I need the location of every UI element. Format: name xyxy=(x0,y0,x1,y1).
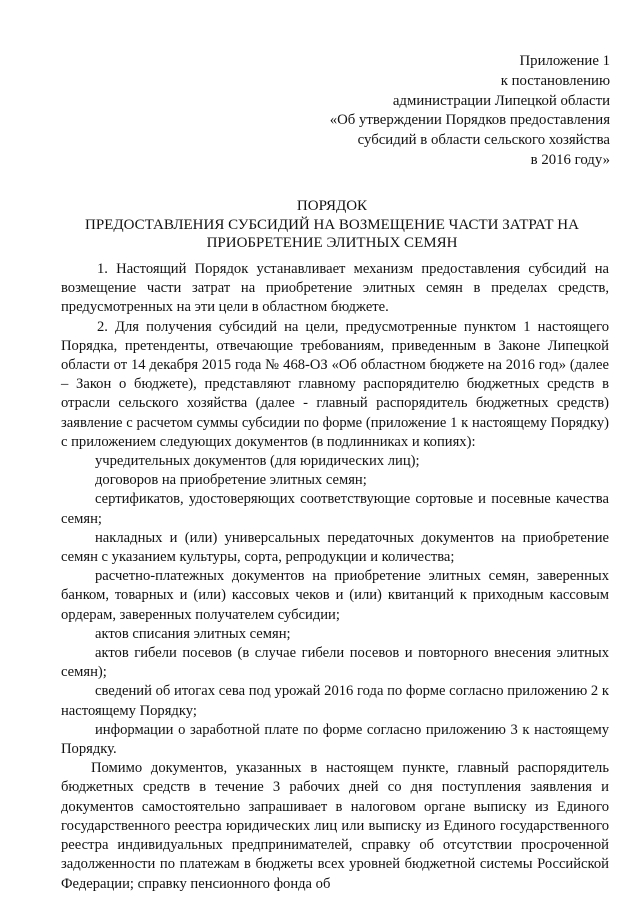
list-item: сертификатов, удостоверяющих соответствующие сортовые и посевные качества семян; xyxy=(61,491,609,527)
appendix-line: субсидий в области сельского хозяйства xyxy=(357,132,610,149)
document-body xyxy=(61,260,609,894)
appendix-line: Приложение 1 xyxy=(519,53,610,69)
paragraph: 1. Настоящий Порядок устанавливает механизм предоставления субсидий на возмещение части затрат на приобретение элитных семян в пределах средств, предусмотренных на эти цели в областном бюджете. xyxy=(61,261,609,316)
list-item: расчетно-платежных документов на приобретение элитных семян, заверенных банком, товарных и (или) кассовых чеков и (или) квитанций к приходным кассовым ордерам, заверенных получателем субсидии; xyxy=(61,568,609,623)
title-heading: ПОРЯДОК xyxy=(296,198,368,214)
list-item: накладных и (или) универсальных передаточных документов на приобретение семян с указанием культуры, сорта, репродукции и количества; xyxy=(61,529,609,566)
title-line: ПРИОБРЕТЕНИЕ ЭЛИТНЫХ СЕМЯН xyxy=(206,235,458,251)
list-item: сведений об итогах сева под урожай 2016 года по форме согласно приложению 2 к настоящему Порядку; xyxy=(61,683,609,719)
list-item: договоров на приобретение элитных семян; xyxy=(95,472,367,489)
appendix-line: в 2016 году» xyxy=(530,151,610,168)
paragraph: 2. Для получения субсидий на цели, предусмотренные пунктом 1 настоящего Порядка, претенденты, отвечающие требованиям, приведенным в Законе Липецкой области от 14 декабря 2015 года № 468-ОЗ «Об областном бюджете на 2016 год» (далее – Закон о бюджете), представляют главному распорядителю бюджетных средств в отрасли сельского хозяйства (далее - главный распорядитель бюджетных средств) заявление с расчетом суммы субсидии по форме (приложение 1 к настоящему Порядку) с приложением следующих документов (в подлинниках и копиях): xyxy=(61,318,609,450)
list-item: информации о заработной плате по форме согласно приложению 3 к настоящему Порядку. xyxy=(61,721,609,758)
appendix-line: администрации Липецкой области xyxy=(392,92,610,109)
list-item: актов списания элитных семян; xyxy=(95,625,291,642)
appendix-header xyxy=(280,52,610,171)
paragraph: Помимо документов, указанных в настоящем пункте, главный распорядитель бюджетных средств в течение 3 рабочих дней со дня поступления заявления и документов самостоятельно запрашивает в налоговом органе выписку из Единого государственного реестра юридических лиц или выписку из Единого государственного реестра индивидуальных предпринимателей, справку об отсутствии просроченной задолженности по платежам в бюджеты всех уровней бюджетной системы Российской Федерации; справку пенсионного фонда об xyxy=(61,760,609,892)
title-line: ПРЕДОСТАВЛЕНИЯ СУБСИДИЙ НА ВОЗМЕЩЕНИЕ ЧАСТИ ЗАТРАТ НА xyxy=(85,216,579,233)
document-title xyxy=(60,197,604,253)
appendix-line: к постановлению xyxy=(500,72,610,89)
list-item: актов гибели посевов (в случае гибели посевов и повторного внесения элитных семян); xyxy=(61,645,609,681)
appendix-line: «Об утверждении Порядков предоставления xyxy=(329,112,610,129)
list-item: учредительных документов (для юридических лиц); xyxy=(95,453,420,470)
